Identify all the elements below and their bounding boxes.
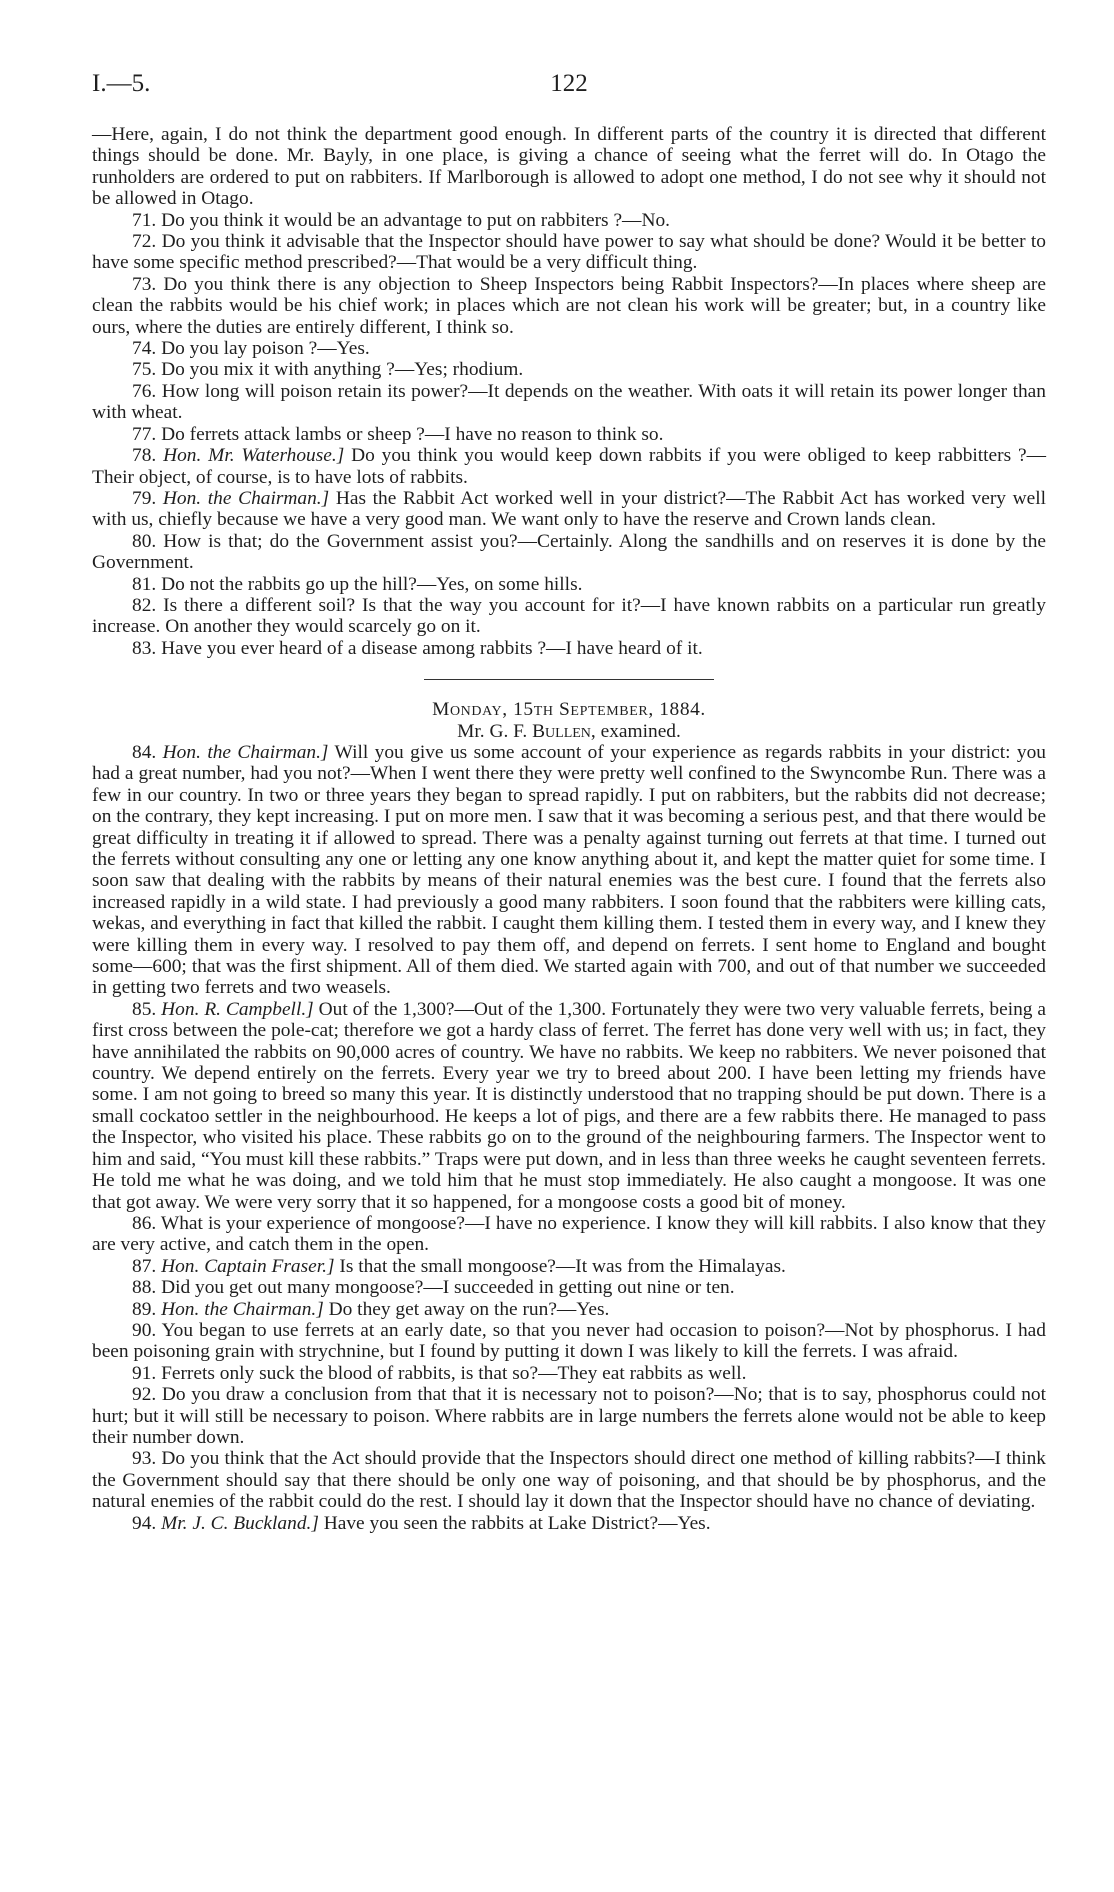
question-text: 91. Ferrets only suck the blood of rabbits, is that so?—They eat rabbits as well. bbox=[132, 1362, 747, 1384]
document-reference: I.—5. bbox=[92, 70, 151, 97]
speaker-name: Mr. J. C. Buckland.] bbox=[161, 1512, 319, 1534]
question-number: 94. bbox=[132, 1512, 157, 1534]
question-paragraph bbox=[92, 359, 1046, 380]
question-paragraph bbox=[92, 1384, 1046, 1448]
witness-suffix: , examined. bbox=[590, 720, 681, 742]
speaker-name: Hon. R. Campbell.] bbox=[161, 998, 314, 1020]
question-text: 81. Do not the rabbits go up the hill?—Yes, on some hills. bbox=[132, 573, 583, 595]
question-paragraph bbox=[92, 274, 1046, 338]
questions-part1 bbox=[92, 210, 1046, 660]
question-paragraph bbox=[92, 1299, 1046, 1320]
question-text: Will you give us some account of your experience as regards rabbits in your district: you had a great number, had you not?—When I went there they were pretty well confined to the Swyncombe Run. There was a few in our country. In two or three years they began to spread rapidly. I put on rabbiters, but the rabbits did not decrease; on the contrary, they kept increasing. I put on more men. I saw that it was becoming a serious pest, and that there would be great difficulty in treating it if allowed to spread. There was a penalty against turning out ferrets at that time. I turned out the ferrets without consulting any one or letting any one know anything about it, and kept the matter quiet for some time. I soon saw that dealing with the rabbits by means of their natural enemies was the best cure. I found that the ferrets also increased rapidly in a wild state. I had previously a good many rabbiters. I soon found that the rabbiters were killing cats, wekas, and everything in fact that killed the rabbit. I caught them killing them. I tested them in every way, and I knew they were killing them in every way. I resolved to pay them off, and depend on ferrets. I sent home to England and bought some—600; that was the first shipment. All of them died. We started again with 700, and out of that number we succeeded in getting two ferrets and two weasels. bbox=[92, 741, 1046, 999]
question-text: 82. Is there a different soil? Is that the way you account for it?—I have known rabbits on a particular run greatly increase. On another they would scarcely go on it. bbox=[92, 594, 1046, 638]
question-paragraph bbox=[92, 231, 1046, 274]
witness-heading bbox=[92, 721, 1046, 742]
question-paragraph bbox=[92, 1320, 1046, 1363]
question-paragraph bbox=[92, 1256, 1046, 1277]
question-text: 73. Do you think there is any objection to Sheep Inspectors being Rabbit Inspectors?—In places where sheep are clean the rabbits would be his chief work; in places which are not clean his work will be greater; but, in a country like ours, where the duties are entirely different, I think so. bbox=[92, 273, 1046, 338]
speaker-name: Hon. Mr. Waterhouse.] bbox=[163, 445, 345, 467]
question-paragraph bbox=[92, 210, 1046, 231]
question-text: 90. You began to use ferrets at an early date, so that you never had occasion to poison?—Not by phosphorus. I had been poisoning grain with strychnine, but I found by putting it down I was likely to kill the ferrets. I was afraid. bbox=[92, 1319, 1046, 1363]
question-text: 83. Have you ever heard of a disease among rabbits ?—I have heard of it. bbox=[132, 637, 703, 659]
page-number: 122 bbox=[550, 70, 588, 97]
question-text: 77. Do ferrets attack lambs or sheep ?—I have no reason to think so. bbox=[132, 423, 664, 445]
page-body bbox=[92, 124, 1046, 1534]
question-paragraph bbox=[92, 445, 1046, 488]
question-paragraph bbox=[92, 574, 1046, 595]
question-text: 80. How is that; do the Government assist you?—Certainly. Along the sandhills and on reserves it is done by the Government. bbox=[92, 530, 1046, 574]
speaker-name: Hon. the Chairman.] bbox=[162, 741, 329, 763]
question-paragraph bbox=[92, 1363, 1046, 1384]
question-text: 92. Do you draw a conclusion from that that it is necessary not to poison?—No; that is to say, phosphorus could not hurt; but it will still be necessary to poison. Where rabbits are in large numbers the ferrets alone would not be able to keep their number down. bbox=[92, 1384, 1046, 1448]
question-paragraph bbox=[92, 1213, 1046, 1256]
question-paragraph bbox=[92, 595, 1046, 638]
speaker-name: Hon. Captain Fraser.] bbox=[161, 1255, 335, 1277]
question-text: Is that the small mongoose?—It was from the Himalayas. bbox=[334, 1255, 786, 1277]
question-paragraph bbox=[92, 381, 1046, 424]
question-text: 75. Do you mix it with anything ?—Yes; rhodium. bbox=[132, 359, 524, 381]
question-text: 74. Do you lay poison ?—Yes. bbox=[132, 338, 370, 360]
question-text: 88. Did you get out many mongoose?—I succeeded in getting out nine or ten. bbox=[132, 1277, 735, 1299]
question-paragraph bbox=[92, 999, 1046, 1213]
question-paragraph bbox=[92, 1277, 1046, 1298]
question-text: 86. What is your experience of mongoose?—I have no experience. I know they will kill rabbits. I also know that they are very active, and catch them in the open. bbox=[92, 1212, 1046, 1256]
witness-prefix: Mr. G. F. bbox=[457, 720, 533, 742]
question-text: Has the Rabbit Act worked well in your district?—The Rabbit Act has worked very well with us, chiefly because we have a very good man. We want only to have the reserve and Crown lands clean. bbox=[92, 487, 1047, 531]
question-number: 79. bbox=[132, 487, 157, 509]
question-paragraph bbox=[92, 742, 1046, 999]
question-text: Out of the 1,300?—Out of the 1,300. Fortunately they were two very valuable ferrets, being a first cross between the pole-cat; therefore we got a hardy class of ferret. The ferret has done very well with us; in fact, they have annihilated the rabbits on 90,000 acres of country. We have no rabbits. We keep no rabbiters. We never poisoned that country. We depend entirely on the ferrets. Every year we try to breed about 200. I have been letting my friends have some. I am not going to breed so many this year. It is distinctly understood that no trapping should be put down. There is a small cockatoo settler in the neighbourhood. He keeps a lot of pigs, and there are a few rabbits there. He managed to pass the Inspector, who visited his place. These rabbits go on to the ground of the neighbouring farmers. The Inspector went to him and said, “You must kill these rabbits.” Traps were put down, and in less than three weeks he caught seventeen ferrets. He told me what he was doing, and we told him that he must stop immediately. He also caught a mongoose. It was one that got away. We were very sorry that it so happened, for a mongoose costs a good bit of money. bbox=[92, 998, 1046, 1213]
question-text: Have you seen the rabbits at Lake District?—Yes. bbox=[318, 1512, 711, 1534]
questions-part2 bbox=[92, 742, 1046, 1534]
question-text: 71. Do you think it would be an advantage to put on rabbiters ?—No. bbox=[132, 209, 670, 231]
question-number: 89. bbox=[132, 1298, 157, 1320]
witness-name: Bullen bbox=[532, 720, 591, 742]
question-text: 72. Do you think it advisable that the Inspector should have power to say what should be done? Would it be better to have some specific method prescribed?—That would be a very difficult thing. bbox=[92, 231, 1046, 274]
question-text: 93. Do you think that the Act should provide that the Inspectors should direct one method of killing rabbits?—I think the Government should say that there should be only one way of poisoning, and that should be by phosphorus, and the natural enemies of the rabbit could do the rest. I should lay it down that the Inspector should have no chance of deviating. bbox=[92, 1448, 1046, 1513]
question-paragraph bbox=[92, 424, 1046, 445]
continued-answer: —Here, again, I do not think the department good enough. In different parts of the country it is directed that different things should be done. Mr. Bayly, in one place, is giving a chance of seeing what the ferret will do. In Otago the runholders are ordered to put on rabbiters. If Marlborough is allowed to adopt one method, I do not see why it should not be allowed in Otago. bbox=[92, 124, 1046, 210]
question-number: 85. bbox=[132, 998, 157, 1020]
speaker-name: Hon. the Chairman.] bbox=[162, 487, 330, 509]
question-paragraph bbox=[92, 1448, 1046, 1512]
question-number: 84. bbox=[132, 741, 157, 763]
speaker-name: Hon. the Chairman.] bbox=[161, 1298, 324, 1320]
question-paragraph bbox=[92, 488, 1046, 531]
question-paragraph bbox=[92, 338, 1046, 359]
question-paragraph bbox=[92, 638, 1046, 659]
section-divider bbox=[424, 679, 714, 680]
question-number: 87. bbox=[132, 1255, 157, 1277]
question-text: 76. How long will poison retain its power?—It depends on the weather. With oats it will retain its power longer than with wheat. bbox=[92, 380, 1046, 424]
question-paragraph bbox=[92, 531, 1046, 574]
page-header bbox=[92, 70, 1046, 104]
question-text: Do they get away on the run?—Yes. bbox=[323, 1298, 610, 1320]
question-number: 78. bbox=[132, 445, 157, 467]
session-date: Monday, 15th September, 1884. bbox=[432, 699, 706, 721]
question-paragraph bbox=[92, 1513, 1046, 1534]
question-text: Do you think you would keep down rabbits if you were obliged to keep rabbitters ?—Their object, of course, is to have lots of rabbits. bbox=[92, 445, 1046, 488]
